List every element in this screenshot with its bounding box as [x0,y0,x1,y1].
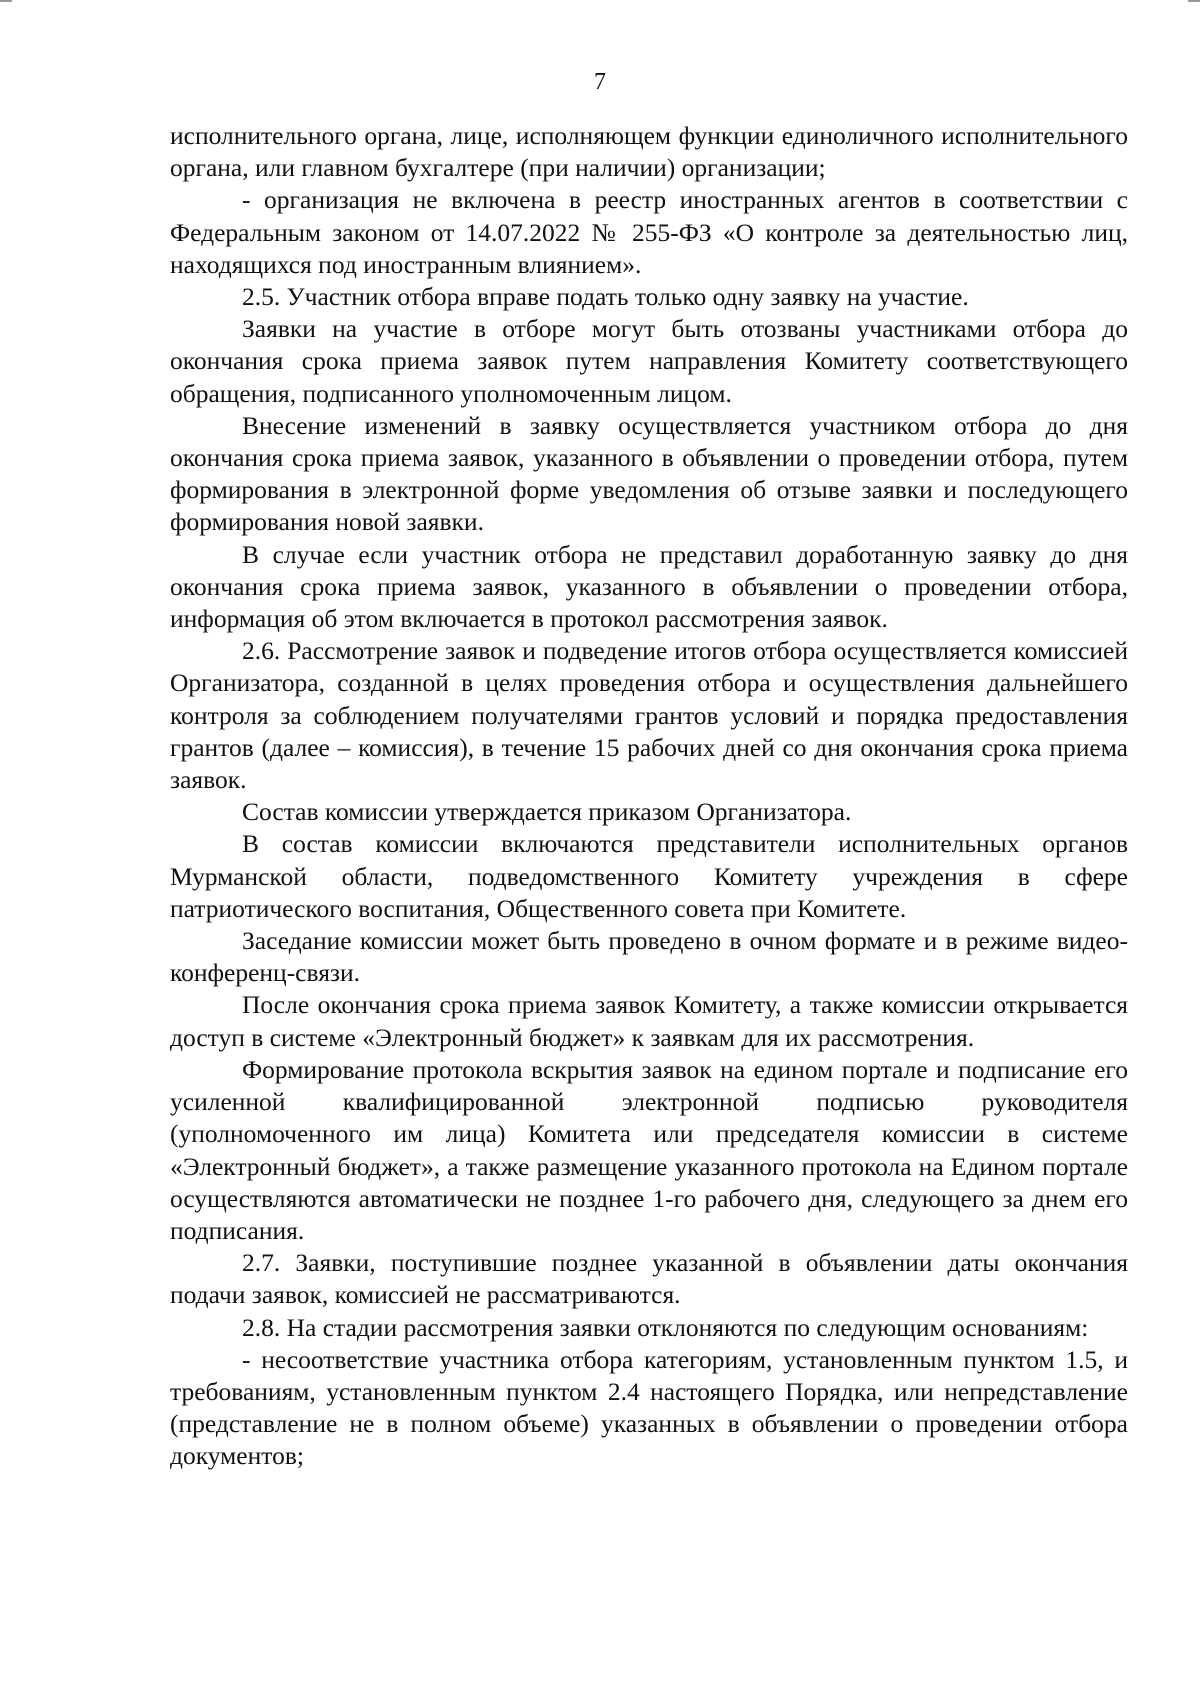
paragraph: Внесение изменений в заявку осуществляется участником отбора до дня окончания срока приема заявок, указанного в объявлении о проведении отбора, путем формирования в электронной форме уведомления об отзыве заявки и последующего формирования новой заявки. [170,410,1128,537]
paragraph: исполнительного органа, лице, исполняющем функции единоличного исполнительного органа, или главном бухгалтере (при наличии) организации; [170,121,1128,183]
paragraph: Состав комиссии утверждается приказом Организатора. [242,797,852,827]
scan-edge-mark-right [1188,0,1200,2]
paragraph: - несоответствие участника отбора категориям, установленным пунктом 1.5, и требованиям, установленным пунктом 2.4 настоящего Порядка, или непредставление (представление не в полном объеме) указанных в объявлении о проведении отбора документов; [170,1344,1128,1471]
paragraph: В случае если участник отбора не представил доработанную заявку до дня окончания срока приема заявок, указанного в объявлении о проведении отбора, информация об этом включается в протокол рассмотрения заявок. [170,539,1128,634]
paragraph: Заседание комиссии может быть проведено в очном формате и в режиме видео-конференц-связи. [170,926,1128,988]
paragraph: 2.5. Участник отбора вправе подать только одну заявку на участие. [242,282,969,312]
document-body [170,120,1128,1473]
paragraph: 2.8. На стадии рассмотрения заявки отклоняются по следующим основаниям: [242,1312,1089,1342]
paragraph: После окончания срока приема заявок Комитету, а также комиссии открывается доступ в системе «Электронный бюджет» к заявкам для их рассмотрения. [170,990,1128,1052]
paragraph: 2.6. Рассмотрение заявок и подведение итогов отбора осуществляется комиссией Организатора, созданной в целях проведения отбора и осуществления дальнейшего контроля за соблюдением получателями грантов условий и порядка предоставления грантов (далее – комиссия), в течение 15 рабочих дней со дня окончания срока приема заявок. [170,636,1128,795]
paragraph: В состав комиссии включаются представители исполнительных органов Мурманской области, подведомственного Комитету учреждения в сфере патриотического воспитания, Общественного совета при Комитете. [170,829,1128,923]
paragraph: Формирование протокола вскрытия заявок на едином портале и подписание его усиленной квалифицированной электронной подписью руководителя (уполномоченного им лица) Комитета или председателя комиссии в системе «Электронный бюджет», а также размещение указанного протокола на Едином портале осуществляются автоматически не позднее 1-го рабочего дня, следующего за днем его подписания. [170,1054,1128,1245]
paragraph: Заявки на участие в отборе могут быть отозваны участниками отбора до окончания срока приема заявок путем направления Комитету соответствующего обращения, подписанного уполномоченным лицом. [170,314,1128,408]
paragraph: - организация не включена в реестр иностранных агентов в соответствии с Федеральным законом от 14.07.2022 № 255-ФЗ «О контроле за деятельностью лиц, находящихся под иностранным влиянием». [170,185,1128,279]
page-number: 7 [594,69,606,95]
paragraph: 2.7. Заявки, поступившие позднее указанной в объявлении даты окончания подачи заявок, комиссией не рассматриваются. [170,1248,1128,1310]
scan-edge-mark-left [0,0,12,2]
